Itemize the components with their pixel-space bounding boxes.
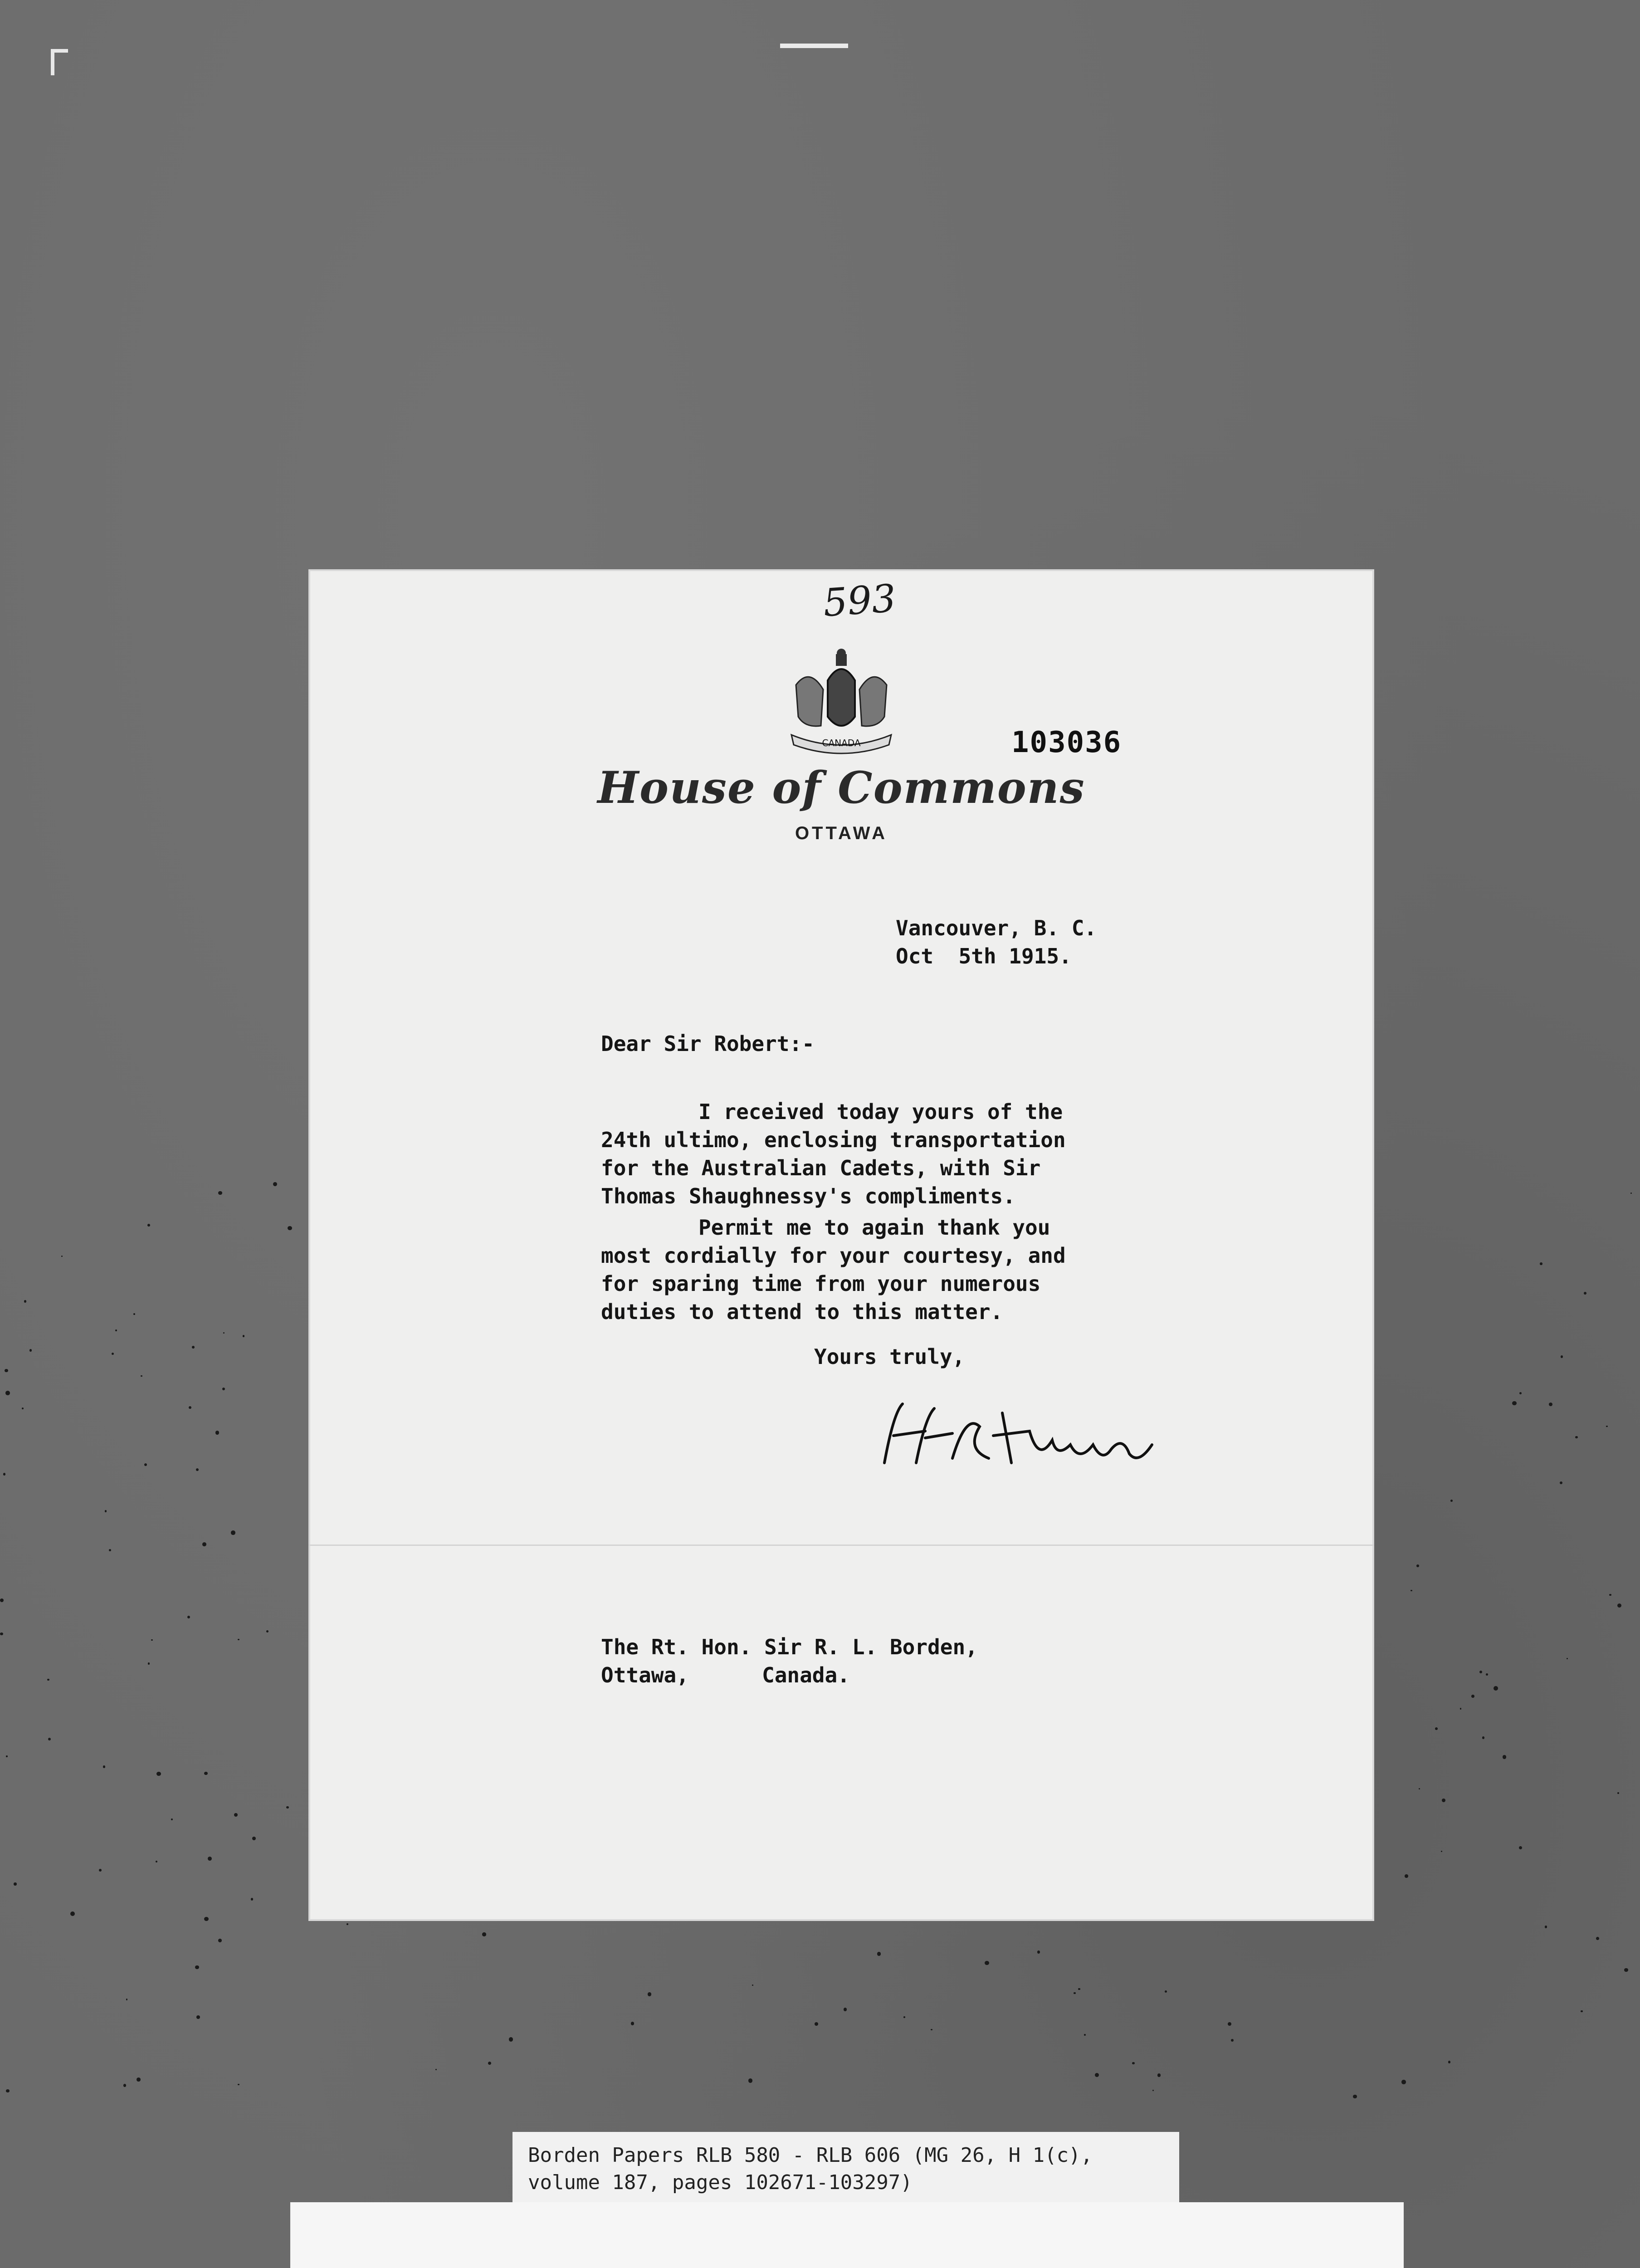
film-speck <box>1405 1874 1408 1877</box>
film-speck <box>204 1772 208 1775</box>
letterhead-city: OTTAWA <box>795 823 888 843</box>
film-speck <box>1584 1292 1586 1295</box>
film-speck <box>156 1772 161 1776</box>
film-speck <box>103 1765 106 1768</box>
film-speck <box>1084 2034 1086 2036</box>
film-speck <box>204 1917 208 1921</box>
crest-motto: CANADA <box>822 738 861 748</box>
film-speck <box>844 2008 847 2011</box>
film-speck <box>1617 1792 1619 1794</box>
film-speck <box>1519 1846 1522 1849</box>
film-speck <box>231 1530 235 1535</box>
paragraph-line: Permit me to again thank you <box>698 1215 1050 1240</box>
film-speck <box>1624 1968 1628 1972</box>
film-speck <box>218 1191 222 1195</box>
film-speck <box>1545 1926 1547 1928</box>
film-speck <box>223 1332 225 1334</box>
film-speck <box>1575 1436 1577 1438</box>
film-speck <box>251 1898 253 1900</box>
film-speck <box>347 1923 348 1925</box>
film-speck <box>1448 2061 1451 2063</box>
film-speck <box>1095 2073 1099 2077</box>
film-speck <box>288 1226 292 1231</box>
film-speck <box>1074 1992 1076 1994</box>
film-speck <box>1494 1686 1498 1691</box>
paragraph-line: for the Australian Cadets, with Sir <box>601 1156 1041 1180</box>
film-speck <box>215 1431 219 1434</box>
film-speck <box>47 1679 49 1681</box>
film-speck <box>1401 2080 1406 2084</box>
top-alignment-mark <box>780 44 848 48</box>
film-speck <box>195 1965 199 1970</box>
film-speck <box>985 1961 989 1965</box>
paragraph-line: for sparing time from your numerous <box>601 1271 1041 1296</box>
film-speck <box>648 1992 651 1996</box>
film-speck <box>238 2084 239 2086</box>
film-speck <box>1617 1603 1621 1608</box>
film-speck <box>1416 1564 1419 1567</box>
film-speck <box>1609 1594 1611 1596</box>
film-speck <box>877 1952 881 1956</box>
film-speck <box>1581 2010 1583 2013</box>
film-speck <box>1441 1851 1442 1852</box>
film-speck <box>1560 1481 1562 1484</box>
film-speck <box>6 2089 9 2092</box>
film-speck <box>6 1755 8 1757</box>
film-speck <box>1353 2095 1357 2098</box>
film-speck <box>435 2069 437 2070</box>
paragraph-line: duties to attend to this matter. <box>601 1300 1003 1324</box>
film-speck <box>126 1999 128 2000</box>
film-speck <box>1157 2073 1161 2077</box>
film-speck <box>1540 1262 1542 1265</box>
paragraph-line: Thomas Shaughnessy's compliments. <box>601 1184 1015 1208</box>
film-speck <box>931 2029 932 2030</box>
film-speck <box>5 1391 10 1395</box>
addressee-country: Canada. <box>762 1663 850 1687</box>
film-speck <box>202 1542 206 1546</box>
film-speck <box>903 2016 905 2018</box>
source-label <box>512 2132 1179 2209</box>
film-speck <box>151 1639 152 1641</box>
film-speck <box>148 1662 150 1665</box>
film-speck <box>112 1353 114 1355</box>
film-speck <box>3 1473 5 1475</box>
film-speck <box>192 1346 195 1349</box>
film-speck <box>1435 1727 1438 1730</box>
film-speck <box>266 1630 268 1633</box>
film-speck <box>14 1882 16 1885</box>
paragraph-line: I received today yours of the <box>698 1100 1063 1124</box>
film-speck <box>141 1375 142 1377</box>
film-speck <box>144 1463 147 1466</box>
film-speck <box>815 2022 818 2026</box>
film-speck <box>133 1313 135 1315</box>
film-speck <box>0 1598 4 1602</box>
film-speck <box>147 1224 150 1227</box>
film-speck <box>243 1335 245 1337</box>
film-speck <box>0 1633 3 1635</box>
film-speck <box>1512 1401 1516 1405</box>
film-speck <box>1442 1799 1445 1802</box>
film-speck <box>189 1406 191 1409</box>
film-speck <box>748 2078 752 2082</box>
film-speck <box>61 1256 63 1257</box>
film-speck <box>99 1869 102 1872</box>
film-speck <box>22 1408 24 1409</box>
film-speck <box>1231 2039 1234 2042</box>
film-speck <box>109 1549 111 1551</box>
film-speck <box>105 1510 107 1512</box>
closing: Yours truly, <box>814 1344 965 1369</box>
film-speck <box>273 1182 277 1186</box>
letter-date: Oct 5th 1915. <box>896 944 1072 968</box>
document-number: 103036 <box>1011 726 1122 759</box>
fold-line <box>308 1545 1374 1546</box>
film-speck <box>137 2077 141 2082</box>
film-speck <box>1132 2062 1134 2064</box>
source-label-line: volume 187, pages 102671-103297) <box>528 2171 913 2194</box>
archive-card <box>290 2202 1404 2268</box>
film-speck <box>238 1639 239 1640</box>
film-speck <box>1152 2090 1154 2091</box>
film-speck <box>1549 1403 1552 1406</box>
film-speck <box>1411 1590 1412 1592</box>
film-speck <box>286 1806 288 1809</box>
film-speck <box>752 1984 754 1986</box>
handwritten-signature <box>875 1386 1166 1486</box>
film-speck <box>115 1330 117 1331</box>
film-speck <box>24 1300 26 1302</box>
letter-sheet <box>308 569 1374 1921</box>
film-speck <box>1479 1671 1482 1673</box>
paragraph-line: 24th ultimo, enclosing transportation <box>601 1128 1066 1152</box>
folio-number: 593 <box>821 576 898 626</box>
letter-place: Vancouver, B. C. <box>896 916 1097 940</box>
film-speck <box>509 2037 513 2042</box>
film-speck <box>187 1616 190 1618</box>
addressee-line: The Rt. Hon. Sir R. L. Borden, <box>601 1635 978 1659</box>
salutation: Dear Sir Robert:- <box>601 1031 815 1056</box>
film-speck <box>1471 1695 1474 1698</box>
film-speck <box>1561 1355 1563 1358</box>
film-speck <box>156 1861 157 1862</box>
film-speck <box>123 2084 127 2087</box>
film-speck <box>1419 1788 1420 1789</box>
film-speck <box>171 1818 173 1820</box>
film-speck <box>1482 1736 1485 1739</box>
film-speck <box>1450 1500 1453 1502</box>
coat-of-arms-icon <box>778 649 905 762</box>
film-speck <box>482 1932 486 1936</box>
film-speck <box>1037 1950 1040 1953</box>
film-speck <box>5 1369 8 1372</box>
paragraph-line: most cordially for your courtesy, and <box>601 1243 1066 1268</box>
film-speck <box>631 2022 635 2025</box>
film-speck <box>1630 1193 1632 1194</box>
film-speck <box>252 1837 256 1840</box>
film-speck <box>196 2015 200 2019</box>
film-speck <box>488 2062 491 2065</box>
film-speck <box>1228 2022 1231 2026</box>
film-speck <box>1078 1988 1080 1990</box>
film-speck <box>1503 1755 1507 1759</box>
addressee-city: Ottawa, <box>601 1663 689 1687</box>
film-speck <box>29 1349 32 1351</box>
film-speck <box>1596 1937 1599 1940</box>
film-speck <box>1567 1658 1568 1659</box>
film-speck <box>208 1857 212 1861</box>
film-speck <box>70 1911 75 1916</box>
letterhead-organization: House of Commons <box>597 762 1085 813</box>
corner-crop-mark <box>51 49 68 75</box>
film-speck <box>218 1939 222 1942</box>
film-speck <box>234 1813 238 1817</box>
film-speck <box>222 1388 225 1390</box>
film-speck <box>196 1468 199 1471</box>
film-speck <box>1486 1673 1488 1676</box>
film-speck <box>1519 1392 1522 1394</box>
film-speck <box>48 1738 51 1740</box>
film-speck <box>1606 1426 1607 1427</box>
film-speck <box>1165 1990 1167 1993</box>
film-speck <box>1460 1708 1462 1710</box>
source-label-line: Borden Papers RLB 580 - RLB 606 (MG 26, H 1(c), <box>528 2144 1093 2167</box>
